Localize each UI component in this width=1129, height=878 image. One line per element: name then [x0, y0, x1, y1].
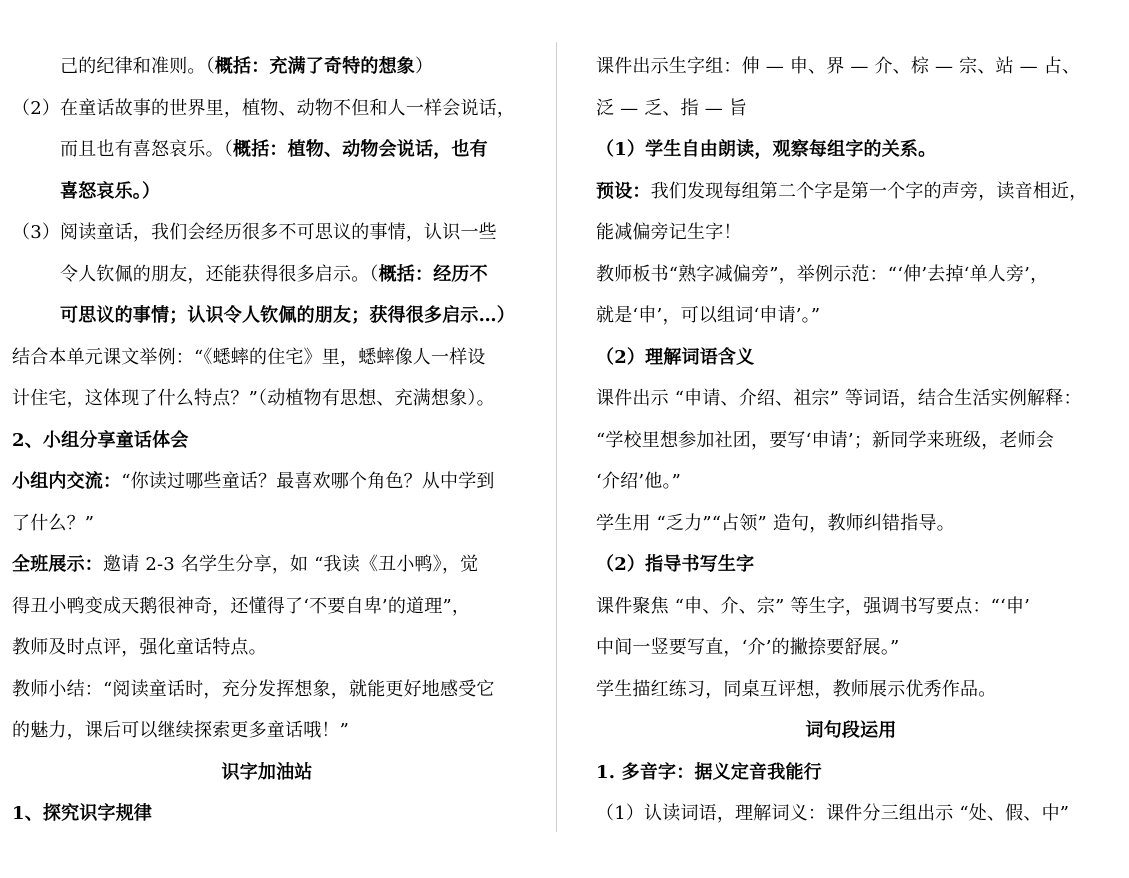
bold-text: 喜怒哀乐。） — [60, 180, 161, 202]
body-text: ‘介绍’他。” — [596, 471, 682, 492]
left-text-line — [12, 710, 349, 751]
bold-text: 词句段运用 — [805, 720, 897, 741]
left-text-line — [60, 129, 488, 170]
right-text-line — [596, 46, 1080, 87]
left-text-line — [60, 46, 433, 87]
right-column — [596, 46, 1106, 878]
right-text-line — [596, 627, 899, 668]
body-text: 课件聚焦 “申、介、宗” 等生字，强调书写要点：“‘申’ — [596, 595, 1031, 617]
left-text-line — [12, 337, 486, 378]
body-text: 教师及时点评，强化童话特点。 — [12, 637, 267, 658]
left-text-line — [12, 503, 94, 544]
body-text: 邀请 2-3 名学生分享，如 “我读《丑小鸭》，觉 — [103, 554, 479, 575]
left-text-line — [12, 669, 495, 710]
right-text-line — [596, 793, 1069, 834]
bold-text: （2）理解词语含义 — [596, 346, 755, 368]
bold-text: 识字加油站 — [221, 761, 313, 783]
left-text-line — [60, 171, 160, 212]
right-text-line — [596, 710, 1106, 751]
left-column — [12, 46, 522, 878]
right-text-line — [596, 171, 1087, 212]
bold-text: 概括：经历不 — [378, 263, 488, 285]
left-text-line — [60, 295, 515, 336]
body-text: 就是‘申’，可以组词‘申请’。” — [596, 305, 821, 326]
body-text: 课件出示 “申请、介绍、祖宗” 等词语，结合生活实例解释： — [596, 388, 1082, 409]
right-text-line — [596, 212, 742, 253]
bold-text: 小组内交流： — [12, 471, 122, 492]
body-text: 教师小结：“阅读童话时，充分发挥想象，就能更好地感受它 — [12, 678, 495, 700]
body-text: （3）阅读童话，我们会经历很多不可思议的事情，认识一些 — [12, 222, 497, 243]
right-text-line — [596, 129, 936, 170]
body-text: “学校里想参加社团，要写‘申请’；新同学来班级，老师会 — [596, 429, 1055, 451]
bold-text: 2、小组分享童话体会 — [12, 429, 189, 451]
body-text: 己的纪律和准则。（ — [60, 56, 215, 77]
left-text-line — [60, 254, 488, 295]
body-text: “你读过哪些童话？最喜欢哪个角色？从中学到 — [121, 471, 495, 492]
left-text-line — [12, 88, 515, 129]
body-text: ） — [415, 56, 434, 77]
body-text: 泛 — 乏、指 — 旨 — [596, 97, 748, 119]
bold-text: 概括：充满了奇特的想象 — [214, 56, 416, 77]
right-text-line — [596, 461, 681, 502]
bold-text: 1、探究识字规律 — [12, 803, 153, 824]
right-text-line — [596, 295, 820, 336]
left-text-line — [12, 793, 152, 834]
column-divider — [556, 42, 557, 832]
body-text: 结合本单元课文举例：“《蟋蟀的住宅》里，蟋蟀像人一样设 — [12, 346, 486, 368]
body-text: 学生用 “乏力”“占领” 造句，教师纠错指导。 — [596, 512, 955, 534]
body-text: 令人钦佩的朋友，还能获得很多启示。（ — [60, 263, 379, 285]
left-text-line — [12, 627, 267, 668]
right-text-line — [596, 544, 754, 585]
right-text-line — [596, 752, 822, 793]
body-text: 而且也有喜怒哀乐。（ — [60, 139, 233, 160]
bold-text: （1）学生自由朗读，观察每组字的关系。 — [596, 139, 937, 160]
left-text-line — [12, 420, 189, 461]
left-text-line — [12, 378, 495, 419]
bold-text: 可思议的事情；认识令人钦佩的朋友；获得很多启示…） — [60, 305, 515, 326]
body-text: 了什么？” — [12, 512, 95, 534]
body-text: 得丑小鸭变成天鹅很神奇，还懂得了‘不要自卑’的道理”， — [12, 595, 471, 617]
right-text-line — [596, 378, 1082, 419]
bold-text: （2）指导书写生字 — [596, 554, 755, 575]
body-text: 的魅力，课后可以继续探索更多童话哦！” — [12, 720, 350, 741]
right-text-line — [596, 669, 996, 710]
body-text: 能减偏旁记生字！ — [596, 222, 742, 243]
body-text: 计住宅，这体现了什么特点？”（动植物有思想、充满想象）。 — [12, 388, 495, 409]
right-text-line — [596, 337, 754, 378]
right-text-line — [596, 254, 1048, 295]
right-text-line — [596, 503, 955, 544]
bold-text: 全班展示： — [12, 554, 103, 575]
body-text: 教师板书“熟字减偏旁”，举例示范：“‘伸’去掉‘单人旁’， — [596, 263, 1049, 285]
body-text: （2）在童话故事的世界里，植物、动物不但和人一样会说话， — [12, 97, 516, 119]
right-text-line — [596, 586, 1030, 627]
left-text-line — [12, 212, 497, 253]
left-text-line — [12, 544, 478, 585]
left-text-line — [12, 752, 522, 793]
body-text: 课件出示生字组：伸 — 申、界 — 介、棕 — 宗、站 — 占、 — [596, 56, 1081, 77]
right-text-line — [596, 420, 1054, 461]
left-text-line — [12, 461, 495, 502]
body-text: 我们发现每组第二个字是第一个字的声旁，读音相近， — [650, 180, 1088, 202]
body-text: 中间一竖要写直，‘介’的撇捺要舒展。” — [596, 637, 900, 658]
bold-text: 1. 多音字：据义定音我能行 — [596, 761, 822, 783]
body-text: （1）认读词语，理解词义：课件分三组出示 “处、假、中” — [596, 803, 1070, 824]
left-text-line — [12, 586, 470, 627]
bold-text: 预设： — [596, 180, 651, 202]
right-text-line — [596, 88, 747, 129]
body-text: 学生描红练习，同桌互评想，教师展示优秀作品。 — [596, 678, 997, 700]
bold-text: 概括：植物、动物会说话，也有 — [233, 139, 488, 160]
